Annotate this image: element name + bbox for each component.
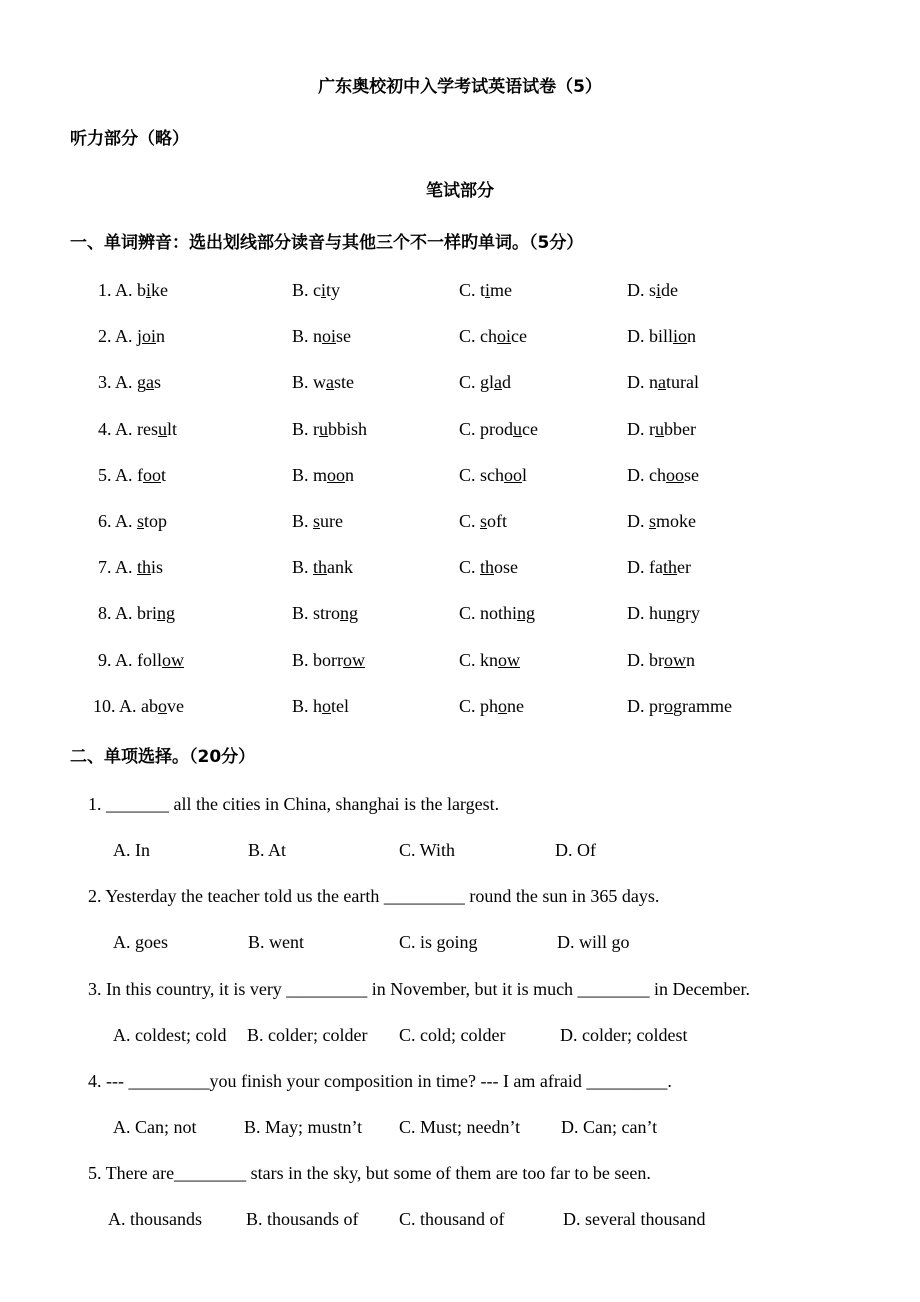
- phonetics-row: [0, 511, 920, 537]
- phonetics-option: C. produce: [459, 418, 538, 439]
- answer-option: C. thousand of: [399, 1209, 505, 1230]
- phonetics-option: 7. A. this: [98, 557, 164, 578]
- underlined-letters: i: [146, 280, 152, 300]
- phonetics-row: [0, 419, 920, 445]
- phonetics-option: D. side: [627, 280, 679, 300]
- underlined-letters: o: [158, 695, 167, 716]
- underlined-letters: oo: [666, 464, 684, 485]
- section2-heading: 二、单项选择。（20分）: [70, 747, 256, 767]
- question-stem: 1. _______ all the cities in China, shanghai is the largest.: [88, 794, 500, 814]
- underlined-letters: s: [649, 511, 657, 531]
- answer-option: D. Can; can’t: [561, 1116, 658, 1137]
- phonetics-option: B. waste: [292, 372, 355, 393]
- phonetics-option: C. school: [459, 464, 528, 485]
- phonetics-option: 5. A. foot: [98, 464, 167, 485]
- underlined-letters: s: [480, 511, 488, 531]
- phonetics-option: C. nothing: [459, 603, 536, 624]
- underlined-letters: ow: [343, 649, 365, 670]
- underlined-letters: u: [513, 418, 522, 439]
- answer-option: B. May; mustn’t: [244, 1116, 363, 1137]
- underlined-letters: oo: [504, 464, 522, 485]
- answer-option: D. colder; coldest: [560, 1024, 688, 1045]
- phonetics-row: [0, 557, 920, 583]
- phonetics-row: [0, 326, 920, 352]
- phonetics-option: B. moon: [292, 464, 355, 485]
- answer-option: A. Can; not: [113, 1116, 197, 1137]
- underlined-letters: th: [137, 557, 152, 578]
- phonetics-option: C. know: [459, 649, 521, 670]
- phonetics-row: [0, 465, 920, 491]
- phonetics-option: C. time: [459, 280, 513, 300]
- phonetics-option: B. city: [292, 280, 341, 300]
- underlined-letters: oi: [142, 326, 157, 347]
- underlined-letters: ng: [517, 603, 536, 624]
- phonetics-option: D. father: [627, 557, 691, 578]
- phonetics-option: C. glad: [459, 372, 512, 393]
- phonetics-option: 9. A. follow: [98, 649, 185, 670]
- underlined-letters: u: [319, 418, 328, 439]
- listening-heading: 听力部分（略）: [70, 129, 189, 149]
- phonetics-option: D. billion: [627, 326, 697, 347]
- underlined-letters: io: [673, 326, 688, 347]
- phonetics-option: 2. A. join: [98, 326, 166, 347]
- answer-option: B. colder; colder: [247, 1024, 368, 1045]
- underlined-letters: oo: [143, 464, 161, 485]
- underlined-letters: ng: [340, 603, 359, 624]
- phonetics-option: C. phone: [459, 695, 525, 716]
- section1-heading: 一、单词辨音：选出划线部分读音与其他三个不一样旳单词。（5分）: [70, 233, 584, 253]
- phonetics-option: B. thank: [292, 557, 354, 578]
- underlined-letters: ng: [667, 603, 685, 624]
- underlined-letters: th: [662, 557, 677, 578]
- phonetics-option: 10. A. above: [93, 695, 184, 716]
- phonetics-option: C. those: [459, 557, 519, 578]
- underlined-letters: s: [313, 511, 321, 531]
- underlined-letters: oo: [327, 464, 346, 485]
- phonetics-option: 6. A. stop: [98, 511, 168, 531]
- underlined-letters: th: [480, 557, 495, 578]
- phonetics-option: 3. A. gas: [98, 372, 162, 393]
- question-stem: 2. Yesterday the teacher told us the earth _________ round the sun in 365 days.: [88, 886, 660, 907]
- phonetics-option: B. sure: [292, 511, 344, 531]
- underlined-letters: ow: [498, 649, 521, 670]
- underlined-letters: o: [498, 695, 508, 716]
- phonetics-option: D. rubber: [627, 418, 696, 439]
- phonetics-option: D. natural: [627, 372, 699, 393]
- page-title: 广东奥校初中入学考试英语试卷（5）: [318, 77, 602, 97]
- underlined-letters: ow: [664, 649, 686, 670]
- phonetics-option: B. hotel: [292, 695, 350, 716]
- answer-option: B. went: [248, 932, 304, 953]
- answer-option: C. is going: [399, 932, 478, 953]
- phonetics-option: B. rubbish: [292, 418, 368, 439]
- underlined-letters: a: [146, 372, 155, 393]
- answer-option: A. goes: [113, 932, 168, 953]
- phonetics-option: B. strong: [292, 603, 359, 624]
- underlined-letters: i: [321, 280, 327, 300]
- underlined-letters: o: [664, 695, 673, 716]
- underlined-letters: ow: [162, 649, 185, 670]
- question-stem: 4. --- _________you finish your composition in time? --- I am afraid _________.: [88, 1070, 672, 1091]
- phonetics-row: [0, 696, 920, 722]
- underlined-letters: u: [655, 418, 664, 439]
- phonetics-option: 1. A. bike: [98, 280, 169, 300]
- answer-option: D. will go: [557, 932, 630, 953]
- underlined-letters: a: [494, 372, 503, 393]
- answer-option: A. thousands: [108, 1209, 202, 1230]
- phonetics-option: B. borrow: [292, 649, 365, 670]
- underlined-letters: u: [158, 418, 167, 439]
- phonetics-option: C. choice: [459, 326, 527, 347]
- phonetics-option: 8. A. bring: [98, 603, 176, 624]
- question-stem: 5. There are________ stars in the sky, but some of them are too far to be seen.: [88, 1163, 651, 1184]
- underlined-letters: i: [656, 280, 662, 300]
- underlined-letters: o: [322, 695, 332, 716]
- underlined-letters: a: [326, 372, 335, 393]
- phonetics-option: D. hungry: [627, 603, 700, 624]
- answer-option: D. Of: [555, 840, 596, 860]
- phonetics-row: [0, 372, 920, 398]
- answer-option: B. thousands of: [246, 1209, 359, 1230]
- answer-option: D. several thousand: [563, 1209, 706, 1230]
- written-heading: 笔试部分: [426, 181, 494, 201]
- underlined-letters: oi: [497, 326, 512, 347]
- phonetics-option: D. programme: [627, 695, 732, 716]
- underlined-letters: a: [658, 372, 666, 393]
- underlined-letters: ng: [157, 603, 176, 624]
- phonetics-row: [0, 280, 920, 306]
- phonetics-option: D. smoke: [627, 511, 697, 531]
- phonetics-option: C. soft: [459, 511, 508, 531]
- answer-option: A. coldest; cold: [113, 1024, 227, 1045]
- answer-option: A. In: [113, 840, 150, 860]
- answer-option: C. Must; needn’t: [399, 1116, 521, 1137]
- phonetics-option: D. brown: [627, 649, 695, 670]
- phonetics-option: 4. A. result: [98, 418, 178, 439]
- underlined-letters: s: [137, 511, 145, 531]
- question-stem: 3. In this country, it is very _________ in November, but it is much ________ in December.: [88, 978, 751, 999]
- answer-option: B. At: [248, 840, 287, 860]
- underlined-letters: oi: [322, 326, 337, 347]
- answer-option: C. With: [399, 840, 455, 860]
- phonetics-option: B. noise: [292, 326, 352, 347]
- phonetics-row: [0, 650, 920, 676]
- answer-option: C. cold; colder: [399, 1024, 506, 1045]
- phonetics-option: D. choose: [627, 464, 699, 485]
- phonetics-row: [0, 603, 920, 629]
- underlined-letters: i: [485, 280, 491, 300]
- underlined-letters: th: [313, 557, 328, 578]
